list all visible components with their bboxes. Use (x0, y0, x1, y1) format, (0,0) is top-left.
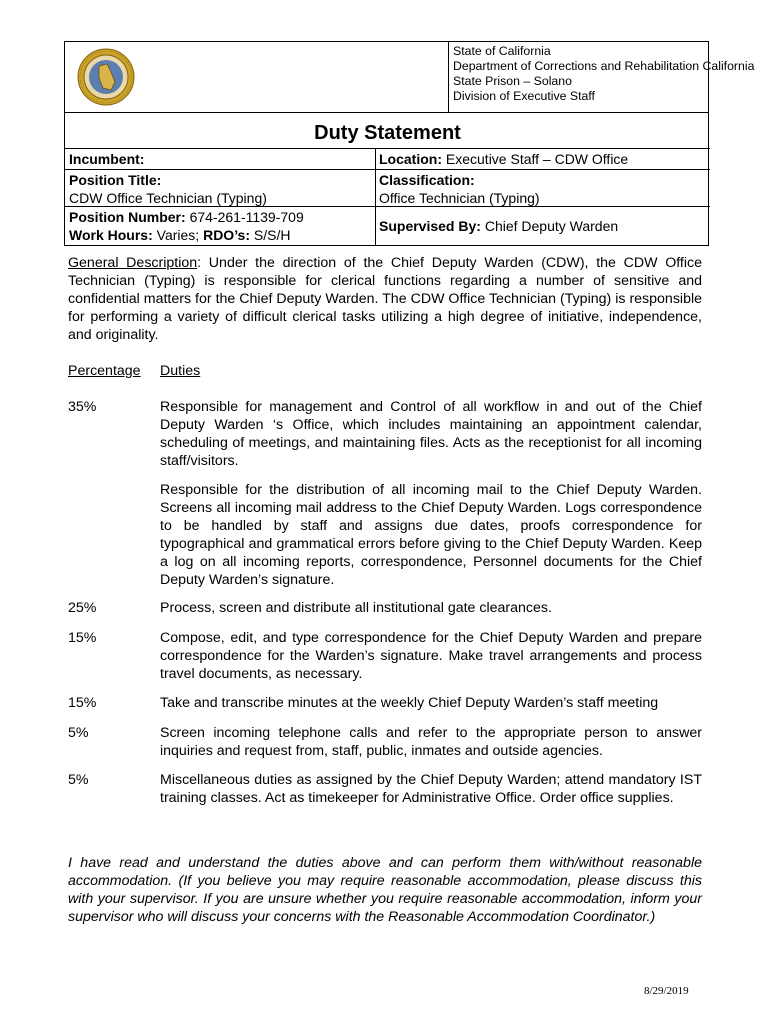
agency-line-prison: State Prison – Solano (453, 74, 572, 88)
classification-value: Office Technician (Typing) (379, 190, 540, 206)
position-title-value: CDW Office Technician (Typing) (69, 190, 267, 206)
work-hours-field (69, 226, 290, 244)
general-description-label: General Description (68, 255, 198, 271)
agency-block (453, 44, 754, 104)
position-number-field (69, 208, 304, 226)
classification-label: Classification: (379, 172, 475, 188)
letterhead-divider (448, 42, 449, 112)
duty-percent: 15% (68, 695, 97, 711)
state-seal-icon (77, 48, 135, 106)
position-number-value: 674-261-1139-709 (189, 209, 304, 225)
table-column-rule (375, 148, 376, 246)
general-description (68, 254, 702, 344)
incumbent-label: Incumbent: (69, 151, 145, 167)
duty-percent: 5% (68, 772, 89, 788)
footer-date: 8/29/2019 (644, 985, 689, 997)
table-rule (65, 148, 710, 149)
supervised-by-label: Supervised By: (379, 218, 481, 234)
duties-header: Duties (160, 363, 201, 379)
page-title: Duty Statement (314, 122, 461, 144)
supervised-by-value: Chief Deputy Warden (484, 218, 619, 234)
letterhead-box (64, 41, 755, 113)
agency-line-department: Department of Corrections and Rehabilitation California (453, 59, 755, 73)
general-description-text: : Under the direction of the Chief Deputy Warden (CDW), the CDW Office Technician (Typing) is responsible for clerical functions regarding a number of sensitive and confidential matters for the Chief Deputy Warden. The CDW Office Technician (Typing) is responsible for performing a variety of difficult clerical tasks utilizing a high degree of initiative, independence, and originality. (68, 255, 703, 343)
duty-percent: 25% (68, 600, 97, 616)
supervised-by-field (379, 217, 618, 235)
duty-text: Process, screen and distribute all institutional gate clearances. (160, 600, 552, 616)
position-info-table (64, 113, 709, 246)
duty-text: Responsible for the distribution of all incoming mail to the Chief Deputy Warden. Screens all incoming mail address to the Chief Deputy Warden. Logs correspondence to be handled by staff and assigns due dates, proofs correspondence for typographical and grammatical errors before giving to the Chief Deputy Warden. Keep a log on all incoming reports, correspondence, Personnel documents for the Chief Deputy Warden’s signature. (160, 482, 702, 588)
acknowledgement-statement: I have read and understand the duties above and can perform them with/without reasonable accommodation. (If you believe you may require reasonable accommodation, please discuss this with your supervisor. If you are unsure whether you require reasonable accommodation, inform your supervisor who will discuss your concerns with the Reasonable Accommodation Coordinator.) (68, 855, 702, 925)
position-title-label: Position Title: (69, 172, 162, 188)
duty-text: Take and transcribe minutes at the weekly Chief Deputy Warden’s staff meeting (160, 695, 659, 711)
agency-line-division: Division of Executive Staff (453, 89, 595, 103)
work-hours-value: Varies; (156, 227, 200, 243)
rdo-value: S/S/H (253, 227, 291, 243)
location-label: Location: (379, 151, 442, 167)
duty-percent: 15% (68, 630, 97, 646)
table-rule (65, 169, 710, 170)
duty-text: Responsible for management and Control of all workflow in and out of the Chief Deputy Warden ‘s Office, which includes maintaining an appointment calendar, scheduling of meetings, and maintaining files. Acts as the receptionist for all incoming staff/visitors. (160, 399, 702, 469)
duty-text: Screen incoming telephone calls and refer to the appropriate person to answer inquiries and request from, staff, public, inmates and outside agencies. (160, 725, 702, 759)
agency-line-state: State of California (453, 44, 551, 58)
duty-percent: 5% (68, 725, 89, 741)
location-field (379, 150, 628, 168)
work-hours-label: Work Hours: (69, 227, 153, 243)
location-value: Executive Staff – CDW Office (445, 151, 629, 167)
rdo-label: RDO’s: (203, 227, 251, 243)
duty-percent: 35% (68, 399, 97, 415)
position-number-label: Position Number: (69, 209, 186, 225)
duty-text: Compose, edit, and type correspondence for the Chief Deputy Warden and prepare correspondence for the Warden’s signature. Make travel arrangements and process travel documents, as necessary. (160, 630, 702, 682)
duty-text: Miscellaneous duties as assigned by the Chief Deputy Warden; attend mandatory IST training classes. Act as timekeeper for Administrative Office. Order office supplies. (160, 772, 702, 806)
percentage-header: Percentage (68, 363, 141, 379)
